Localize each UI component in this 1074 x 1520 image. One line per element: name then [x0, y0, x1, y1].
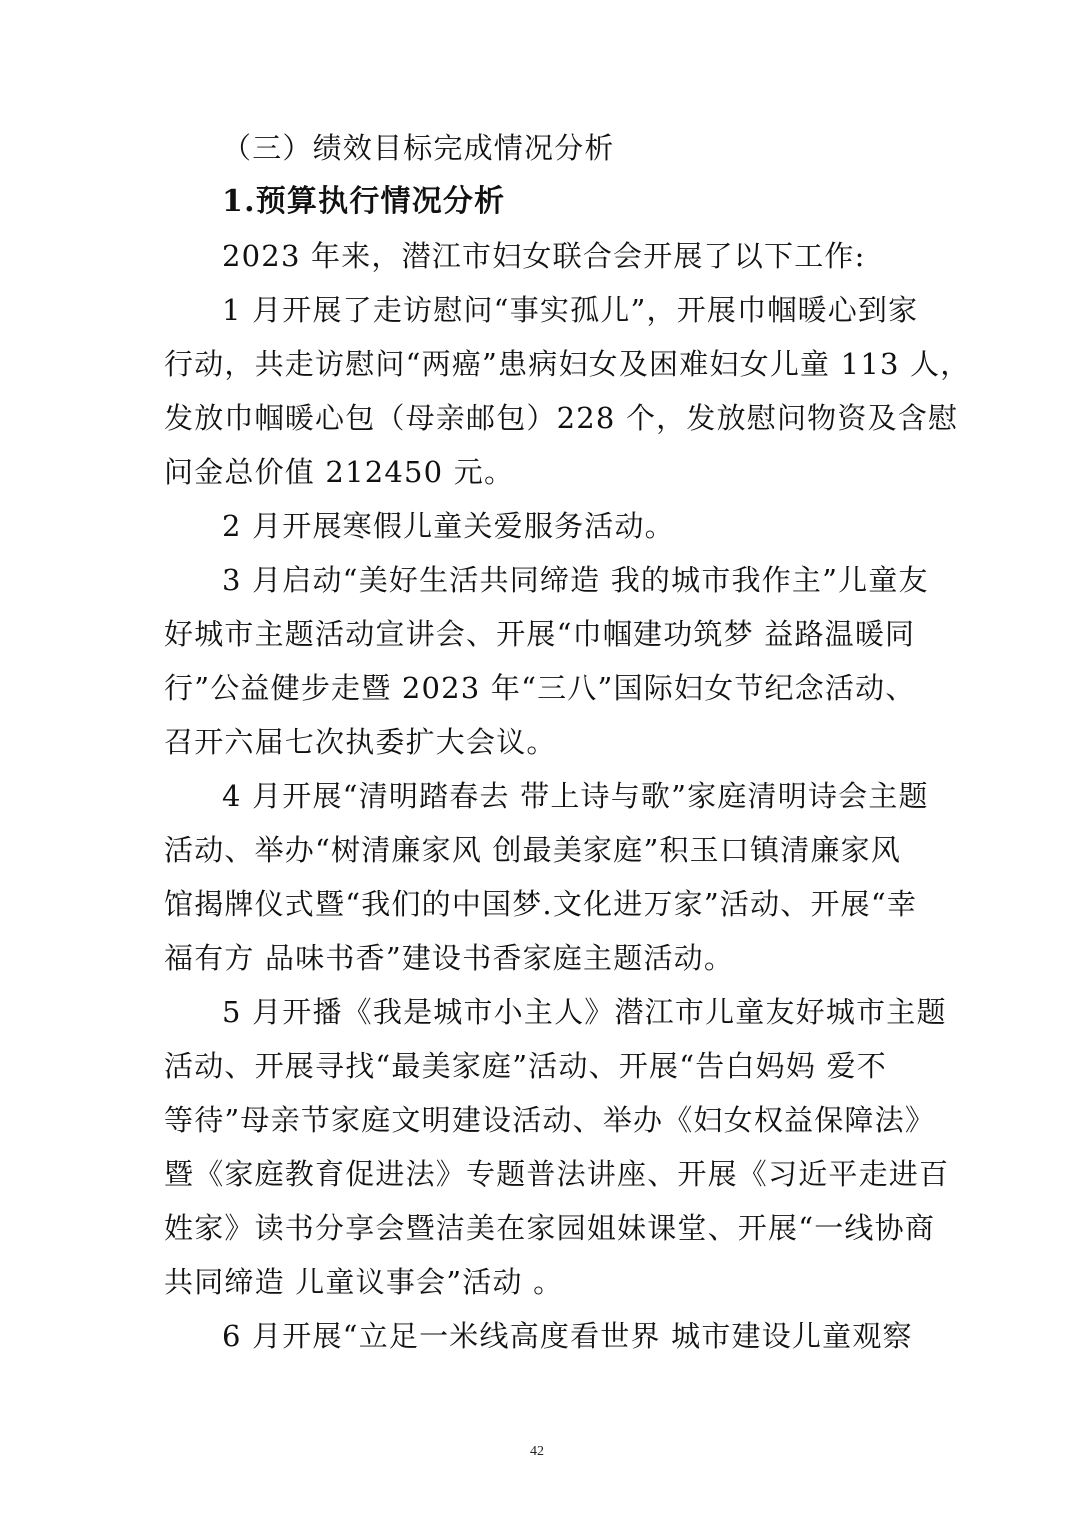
paragraph-line: 发放巾帼暖心包（母亲邮包）228 个，发放慰问物资及含慰: [164, 401, 959, 435]
paragraph-line: 福有方 品味书香”建设书香家庭主题活动。: [164, 941, 735, 975]
paragraph-line: 6 月开展“立足一米线高度看世界 城市建设儿童观察: [222, 1319, 913, 1353]
paragraph-line: 2 月开展寒假儿童关爱服务活动。: [222, 509, 675, 543]
paragraph-line: 活动、开展寻找“最美家庭”活动、开展“告白妈妈 爱不: [164, 1049, 887, 1083]
subheading: 1.预算执行情况分析: [222, 184, 506, 219]
paragraph-line: 活动、举办“树清廉家风 创最美家庭”积玉口镇清廉家风: [164, 833, 902, 867]
paragraph: [164, 553, 929, 769]
paragraph-line: 4 月开展“清明踏春去 带上诗与歌”家庭清明诗会主题: [222, 779, 929, 813]
paragraph-line: 3 月启动“美好生活共同缔造 我的城市我作主”儿童友: [222, 563, 929, 597]
paragraph-line: 2023 年来，潜江市妇女联合会开展了以下工作:: [222, 239, 866, 273]
paragraph-line: 馆揭牌仪式暨“我们的中国梦.文化进万家”活动、开展“幸: [164, 887, 918, 921]
paragraph-line: 召开六届七次执委扩大会议。: [164, 725, 557, 759]
paragraph-line: 共同缔造 儿童议事会”活动 。: [164, 1265, 564, 1299]
paragraph-line: 行动，共走访慰问“两癌”患病妇女及困难妇女儿童 113 人，: [164, 347, 971, 381]
paragraph: [164, 769, 929, 985]
paragraph-line: 问金总价值 212450 元。: [164, 455, 515, 489]
paragraph-line: 1 月开展了走访慰问“事实孤儿”，开展巾帼暖心到家: [222, 293, 919, 327]
paragraph: [164, 985, 950, 1309]
paragraph: [164, 1309, 914, 1363]
page-content: [164, 121, 971, 1363]
paragraph: [164, 229, 914, 283]
paragraph-line: 等待”母亲节家庭文明建设活动、举办《妇女权益保障法》: [164, 1103, 936, 1137]
page-number: 42: [530, 1444, 544, 1459]
paragraph: [164, 283, 971, 499]
paragraph-line: 暨《家庭教育促进法》专题普法讲座、开展《习近平走进百: [164, 1157, 950, 1191]
paragraph-line: 行”公益健步走暨 2023 年“三八”国际妇女节纪念活动、: [164, 671, 916, 705]
paragraph-line: 5 月开播《我是城市小主人》潜江市儿童友好城市主题: [222, 995, 947, 1029]
paragraph: [164, 499, 914, 553]
paragraph-line: 姓家》读书分享会暨洁美在家园姐妹课堂、开展“一线协商: [164, 1211, 936, 1245]
section-heading: （三）绩效目标完成情况分析: [222, 131, 615, 165]
paragraph-line: 好城市主题活动宣讲会、开展“巾帼建功筑梦 益路温暖同: [164, 617, 916, 651]
